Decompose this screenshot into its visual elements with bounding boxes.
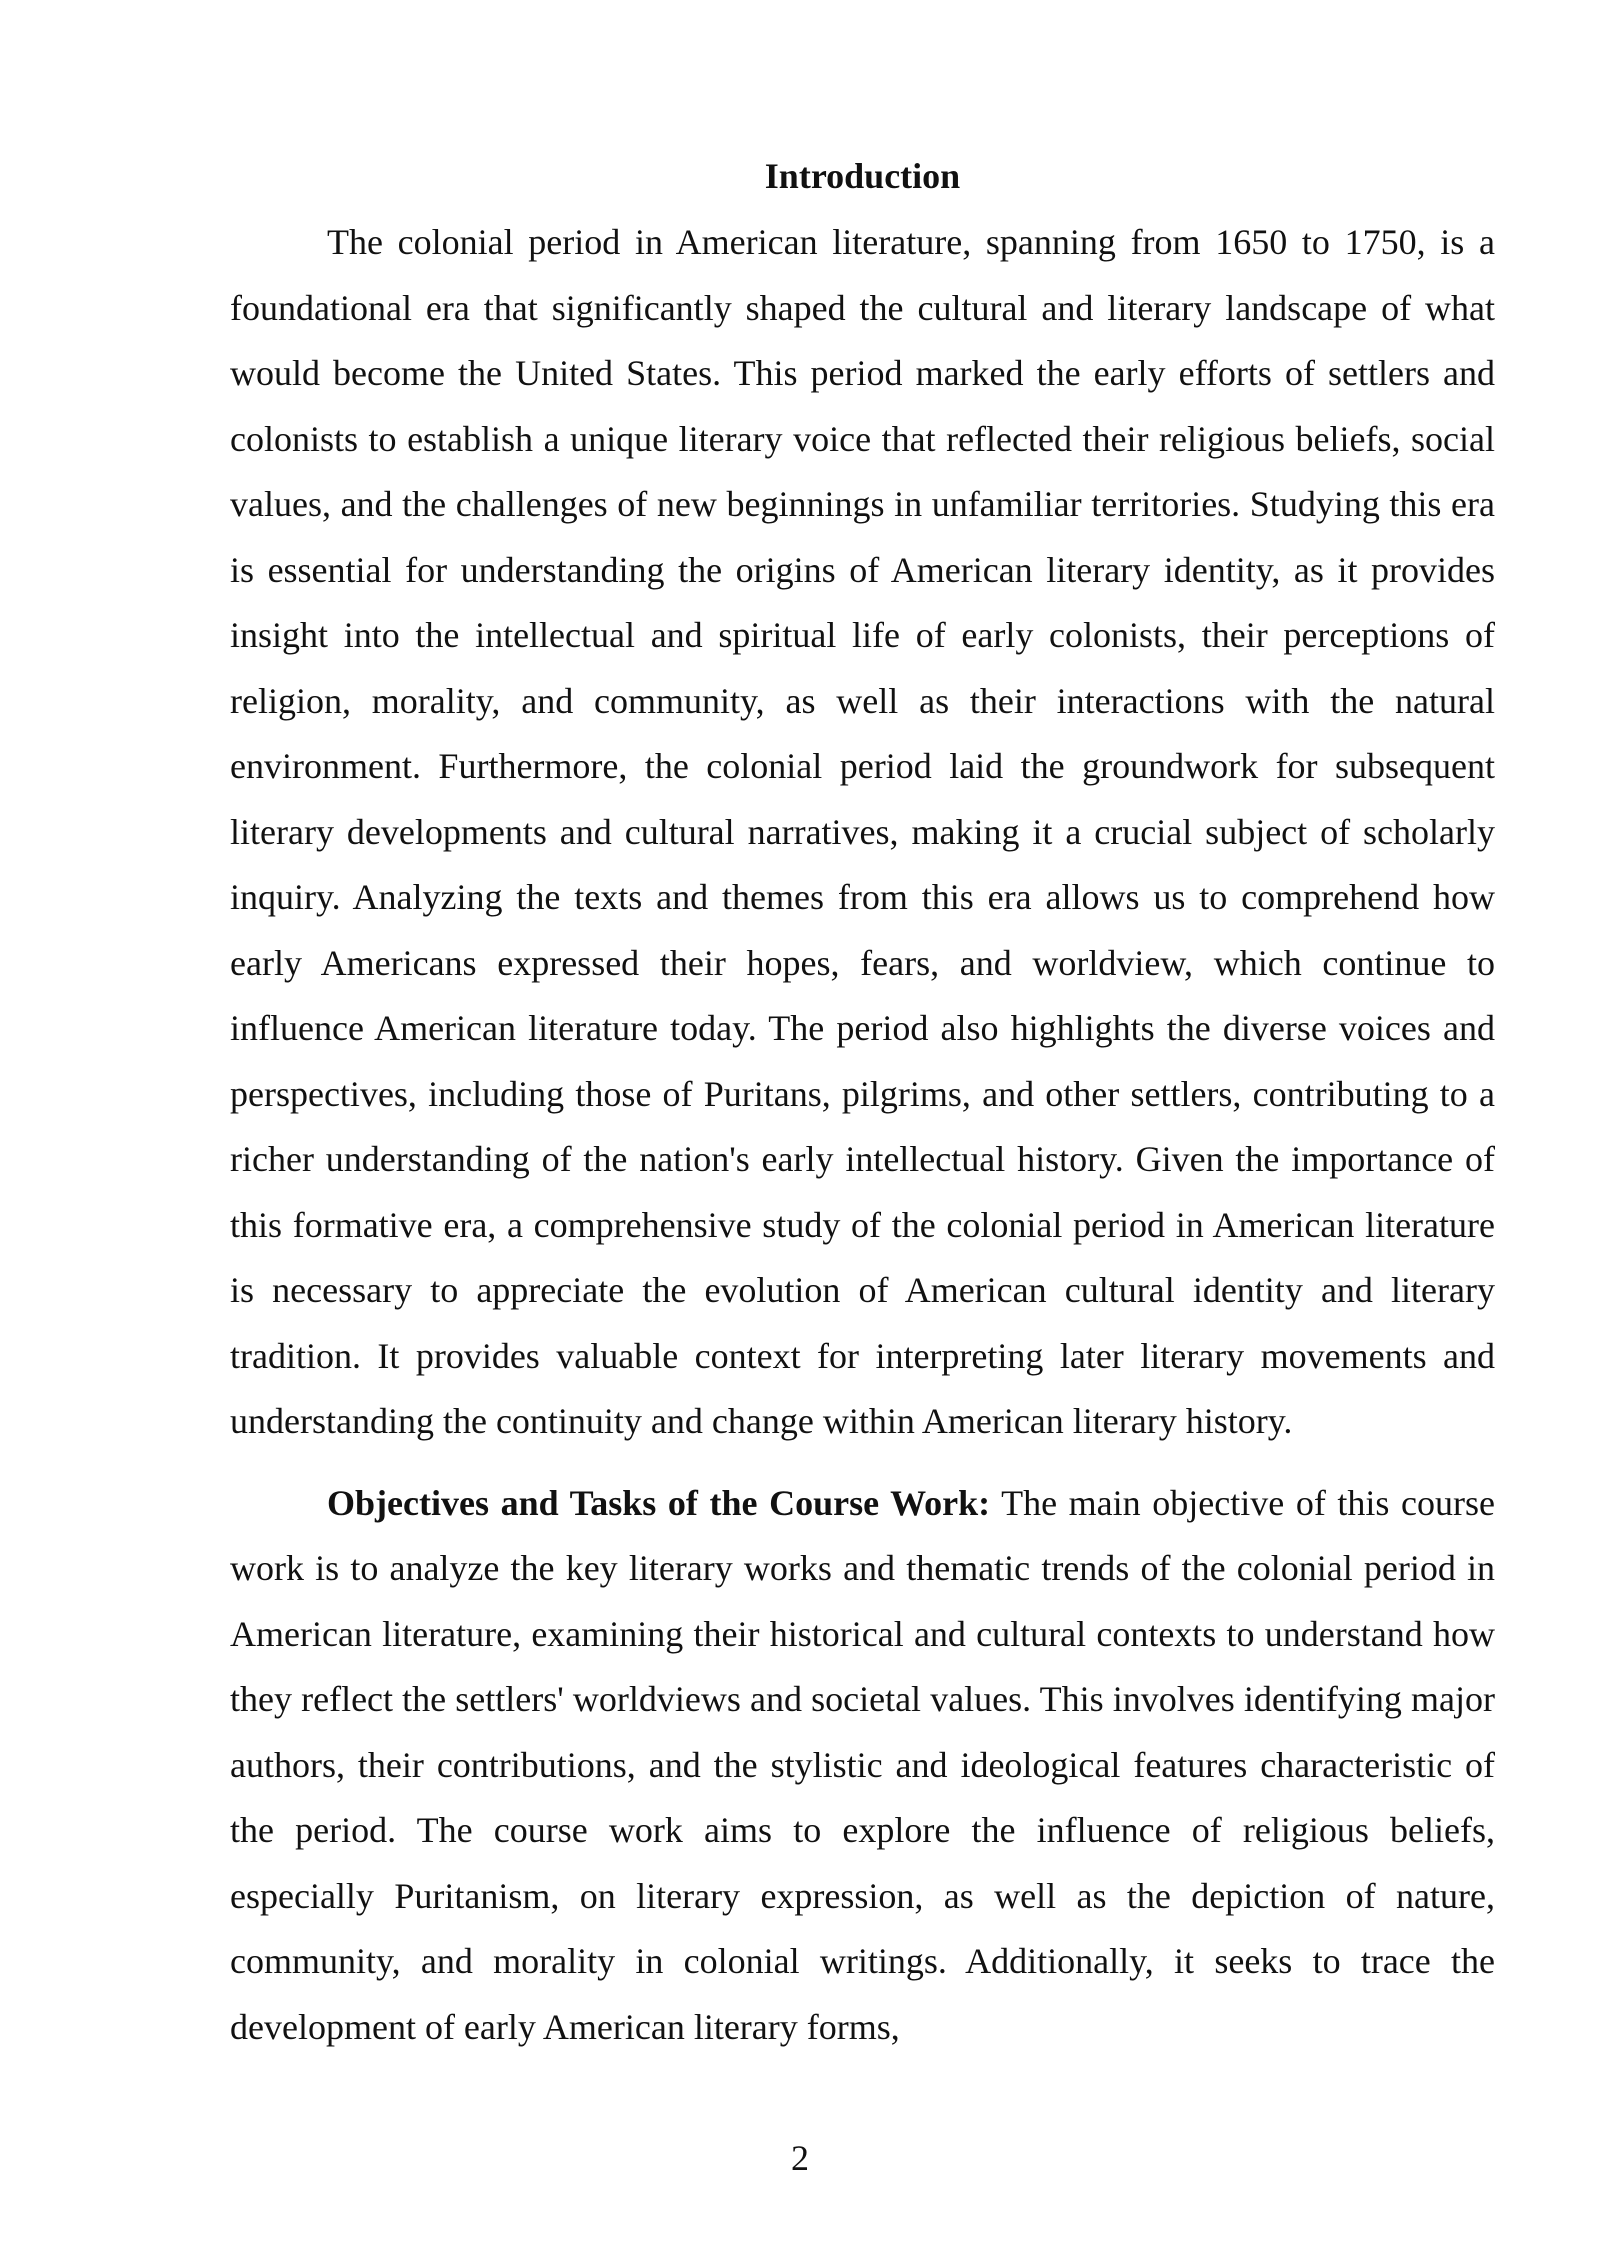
paragraph-text: The main objective of this course work is to analyze the key literary works and thematic trends of the colonial period in American literature, examining their historical and cultural contexts to understand how they reflect the settlers' worldviews and societal values. This involves identifying major authors, their contributions, and the stylistic and ideological features characteristic of the period. The course work aims to explore the influence of religious beliefs, especially Puritanism, on literary expression, as well as the depiction of nature, community, and morality in colonial writings. Additionally, it seeks to trace the development of early American literary forms, xyxy=(230,1482,1496,2047)
introduction-paragraph xyxy=(230,210,1495,1455)
page-body xyxy=(230,148,1495,2060)
page-number: 2 xyxy=(791,2138,809,2178)
paragraph-lead: Objectives and Tasks of the Course Work: xyxy=(327,1482,991,1523)
paragraph-text: The colonial period in American literature, spanning from 1650 to 1750, is a foundational era that significantly shaped the cultural and literary landscape of what would become the United States. This period marked the early efforts of settlers and colonists to establish a unique literary voice that reflected their religious beliefs, social values, and the challenges of new beginnings in unfamiliar territories. Studying this era is essential for understanding the origins of American literary identity, as it provides insight into the intellectual and spiritual life of early colonists, their perceptions of religion, morality, and community, as well as their interactions with the natural environment. Furthermore, the colonial period laid the groundwork for subsequent literary developments and cultural narratives, making it a crucial subject of scholarly inquiry. Analyzing the texts and themes from this era allows us to comprehend how early Americans expressed their hopes, fears, and worldview, which continue to influence American literature today. The period also highlights the diverse voices and perspectives, including those of Puritans, pilgrims, and other settlers, contributing to a richer understanding of the nation's early intellectual history. Given the importance of this formative era, a comprehensive study of the colonial period in American literature is necessary to appreciate the evolution of American cultural identity and literary tradition. It provides valuable context for interpreting later literary movements and understanding the continuity and change within American literary history. xyxy=(230,222,1495,1441)
section-heading: Introduction xyxy=(764,156,961,196)
objectives-paragraph xyxy=(230,1471,1495,2061)
